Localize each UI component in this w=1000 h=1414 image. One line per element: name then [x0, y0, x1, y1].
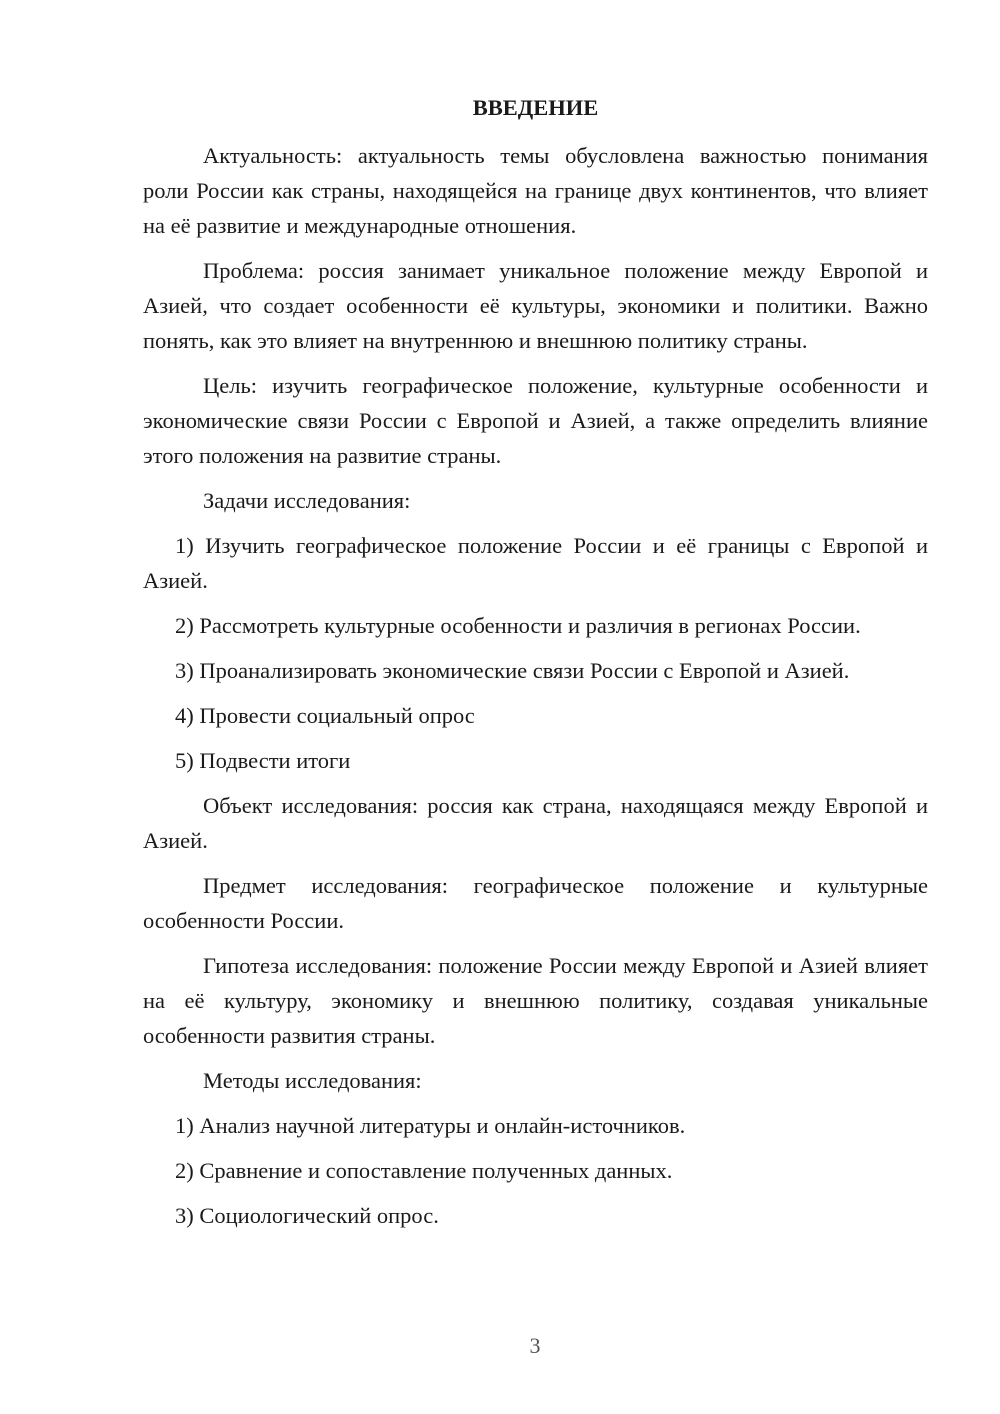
paragraph-relevance: Актуальность: актуальность темы обусловлена важностью понимания роли России как страны, находящейся на границе двух континентов, что влияет на её развитие и международные отношения.	[143, 143, 928, 238]
paragraph-subject: Предмет исследования: географическое положение и культурные особенности России.	[143, 873, 928, 933]
method-item-1: 1) Анализ научной литературы и онлайн-источников.	[175, 1113, 686, 1138]
task-item-1: 1) Изучить географическое положение России и её границы с Европой и Азией.	[143, 533, 928, 593]
methods-heading: Методы исследования:	[203, 1068, 422, 1093]
document-page	[143, 88, 928, 1243]
task-item-4: 4) Провести социальный опрос	[175, 703, 475, 728]
task-item-5: 5) Подвести итоги	[175, 748, 351, 773]
task-item-2: 2) Рассмотреть культурные особенности и различия в регионах России.	[175, 613, 861, 638]
page-title: ВВЕДЕНИЕ	[472, 95, 599, 120]
task-item-3: 3) Проанализировать экономические связи России с Европой и Азией.	[175, 658, 850, 683]
tasks-heading: Задачи исследования:	[203, 488, 411, 513]
paragraph-goal: Цель: изучить географическое положение, культурные особенности и экономические связи России с Европой и Азией, а также определить влияние этого положения на развитие страны.	[143, 373, 928, 468]
paragraph-hypothesis: Гипотеза исследования: положение России между Европой и Азией влияет на её культуру, экономику и внешнюю политику, создавая уникальные особенности развития страны.	[143, 953, 928, 1048]
paragraph-object: Объект исследования: россия как страна, находящаяся между Европой и Азией.	[143, 793, 928, 853]
page-number: 3	[529, 1333, 541, 1358]
method-item-2: 2) Сравнение и сопоставление полученных данных.	[175, 1158, 673, 1183]
paragraph-problem: Проблема: россия занимает уникальное положение между Европой и Азией, что создает особенности её культуры, экономики и политики. Важно понять, как это влияет на внутреннюю и внешнюю политику страны.	[143, 258, 928, 353]
method-item-3: 3) Социологический опрос.	[175, 1203, 439, 1228]
